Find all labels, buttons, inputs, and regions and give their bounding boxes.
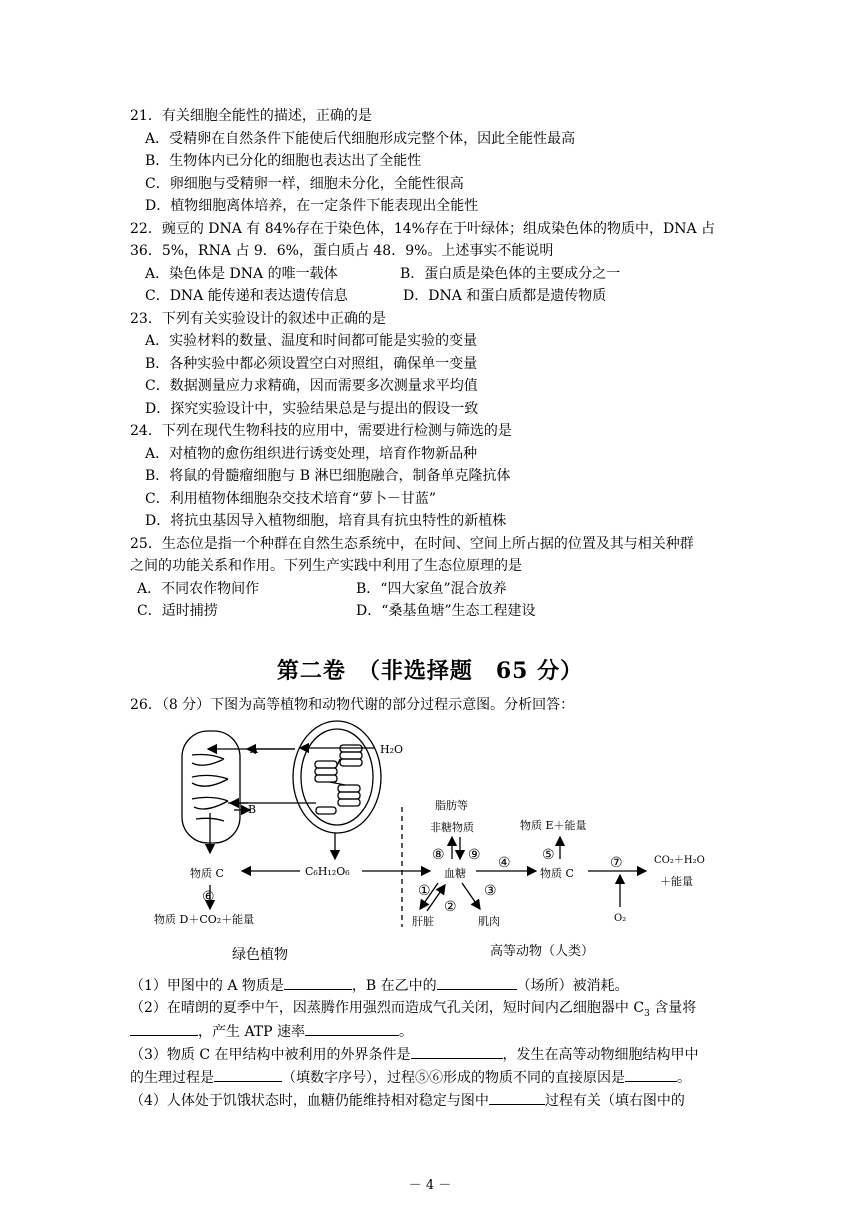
q24-stem: 24．下列在现代生物科技的应用中，需要进行检测与筛选的是 [130, 423, 512, 439]
label-substance-c-right: 物质 C [540, 867, 574, 880]
q26-sub1 [130, 975, 629, 996]
label-co2-h2o: CO₂＋H₂O [654, 855, 705, 866]
q26-sub1-text-a: （1）甲图中的 A 物质是 [130, 978, 284, 994]
section-title: 第二卷 （非选择题 65 分） [276, 658, 584, 684]
q26-sub2-line2 [130, 1021, 413, 1042]
q24-option-c: C．利用植物体细胞杂交技术培育“萝卜－甘蓝” [145, 491, 437, 507]
label-circle-7: ⑦ [610, 855, 623, 871]
q26-sub2-line1 [130, 998, 696, 1024]
q26-sub3-text-a: （3）物质 C 在甲结构中被利用的外界条件是 [130, 1047, 411, 1063]
q26-sub4-text-a: （4）人体处于饥饿状态时，血糖仍能维持相对稳定与图中 [130, 1093, 489, 1109]
q26-sub3-text-d: （填数字序号），过程⑤⑥形成的物质不同的直接原因是 [282, 1070, 625, 1086]
q22-stem-line1: 22．豌豆的 DNA 有 84%存在于染色体，14%存在于叶绿体；组成染色体的物质中，DNA 占 [130, 221, 716, 237]
q26-sub3-blank-2[interactable] [214, 1067, 282, 1082]
label-circle-3: ③ [484, 883, 497, 899]
q26-sub4-text-b: 过程有关（填右图中的 [544, 1093, 685, 1109]
label-substance-d: 物质 D＋CO₂＋能量 [154, 913, 255, 926]
q26-sub4-line1 [130, 1090, 685, 1111]
q22-option-d: D．DNA 和蛋白质都是遗传物质 [403, 288, 607, 304]
q26-sub3-text-b: ，发生在高等动物细胞结构甲中 [502, 1047, 699, 1063]
q26-sub3-line2 [130, 1067, 691, 1088]
label-blood-sugar: 血糖 [444, 867, 466, 880]
q26-sub3-blank-3[interactable] [625, 1067, 677, 1082]
q26-intro: 26．（8 分）下图为高等植物和动物代谢的部分过程示意图。分析回答： [130, 697, 575, 713]
q25-option-a: A．不同农作物间作 [137, 581, 260, 597]
label-circle-6: ⑥ [202, 889, 215, 905]
q21-option-d: D．植物细胞离体培养，在一定条件下能表现出全能性 [145, 198, 479, 214]
q26-sub1-blank-1[interactable] [284, 975, 352, 990]
label-fat: 脂肪等 [435, 799, 468, 812]
label-h2o: H₂O [380, 743, 404, 756]
q21-option-c: C．卵细胞与受精卵一样，细胞未分化，全能性很高 [145, 176, 464, 192]
q23-option-a: A．实验材料的数量、温度和时间都可能是实验的变量 [145, 333, 478, 349]
q24-option-b: B．将鼠的骨髓瘤细胞与 B 淋巴细胞融合，制备单克隆抗体 [145, 468, 511, 484]
page-number: － 4 － [408, 1178, 452, 1193]
label-circle-9: ⑨ [468, 847, 481, 863]
chloroplast-shape [293, 721, 381, 833]
q26-sub1-text-b: ，B 在乙中的 [351, 978, 437, 994]
label-substance-e: 物质 E＋能量 [520, 819, 587, 832]
q24-option-a: A．对植物的愈伤组织进行诱变处理，培育作物新品种 [145, 446, 478, 462]
caption-green-plant: 绿色植物 [232, 947, 288, 963]
q21-stem: 21．有关细胞全能性的描述，正确的是 [130, 108, 372, 124]
q23-stem: 23．下列有关实验设计的叙述中正确的是 [130, 311, 386, 327]
q22-option-c: C．DNA 能传递和表达遗传信息 [145, 288, 348, 304]
metabolism-diagram [140, 715, 740, 975]
q22-option-a: A．染色体是 DNA 的唯一载体 [145, 266, 338, 282]
q23-option-d: D．探究实验设计中，实验结果总是与提出的假设一致 [145, 401, 479, 417]
q21-option-a: A．受精卵在自然条件下能使后代细胞形成完整个体，因此全能性最高 [145, 131, 576, 147]
q26-sub4-blank-1[interactable] [489, 1090, 545, 1105]
label-a: A [250, 743, 258, 756]
q23-option-c: C．数据测量应力求精确，因而需要多次测量求平均值 [145, 378, 478, 394]
q26-sub3-blank-1[interactable] [411, 1044, 503, 1059]
q26-sub1-text-c: （场所）被消耗。 [516, 978, 629, 994]
q26-sub2-blank-2[interactable] [305, 1021, 399, 1036]
label-liver: 肝脏 [412, 915, 434, 928]
q26-sub3-line1 [130, 1044, 699, 1065]
q25-option-d: D．“桑基鱼塘”生态工程建设 [356, 603, 536, 619]
label-o2: O₂ [614, 913, 627, 924]
q24-option-d: D．将抗虫基因导入植物细胞，培育具有抗虫特性的新植株 [145, 513, 507, 529]
q22-stem-line2: 36．5%，RNA 占 9．6%，蛋白质占 48．9%。上述事实不能说明 [130, 243, 554, 259]
q23-option-b: B．各种实验中都必须设置空白对照组，确保单一变量 [145, 356, 478, 372]
q26-sub2-text-b: 含量将 [649, 1000, 697, 1016]
mitochondrion-shape [182, 731, 240, 843]
label-b: B [248, 803, 257, 816]
q26-sub2-text-a: （2）在晴朗的夏季中午，因蒸腾作用强烈而造成气孔关闭，短时间内乙细胞器中 C [130, 1000, 645, 1016]
label-muscle: 肌肉 [478, 915, 500, 928]
q25-stem-line1: 25．生态位是指一个种群在自然生态系统中，在时间、空间上所占据的位置及其与相关种群 [130, 536, 694, 552]
q26-sub1-blank-2[interactable] [437, 975, 517, 990]
q26-sub2-text-c: ，产生 ATP 速率 [198, 1024, 306, 1040]
q21-option-b: B．生物体内已分化的细胞也表达出了全能性 [145, 153, 422, 169]
q26-sub2-blank-1[interactable] [130, 1021, 198, 1036]
q26-sub3-text-c: 的生理过程是 [130, 1070, 214, 1086]
q22-option-b: B．蛋白质是染色体的主要成分之一 [400, 266, 621, 282]
q26-sub2-text-d: 。 [399, 1024, 414, 1040]
label-circle-8: ⑧ [432, 847, 445, 863]
label-circle-1: ① [418, 883, 431, 899]
label-glucose: C₆H₁₂O₆ [305, 865, 350, 878]
label-circle-4: ④ [498, 855, 511, 871]
q25-option-c: C．适时捕捞 [137, 603, 218, 619]
label-circle-2: ② [444, 899, 457, 915]
q25-option-b: B．“四大家鱼”混合放养 [356, 581, 507, 597]
q25-stem-line2: 之间的功能关系和作用。下列生产实践中利用了生态位原理的是 [130, 558, 522, 574]
q26-sub2-subscript: 3 [644, 1008, 650, 1019]
label-circle-5: ⑤ [542, 847, 555, 863]
caption-higher-animal: 高等动物（人类） [490, 944, 595, 959]
q26-sub3-text-e: 。 [677, 1070, 691, 1086]
label-substance-c-left: 物质 C [190, 867, 224, 880]
label-energy: ＋能量 [660, 875, 693, 888]
label-nonsugar: 非糖物质 [430, 821, 474, 834]
